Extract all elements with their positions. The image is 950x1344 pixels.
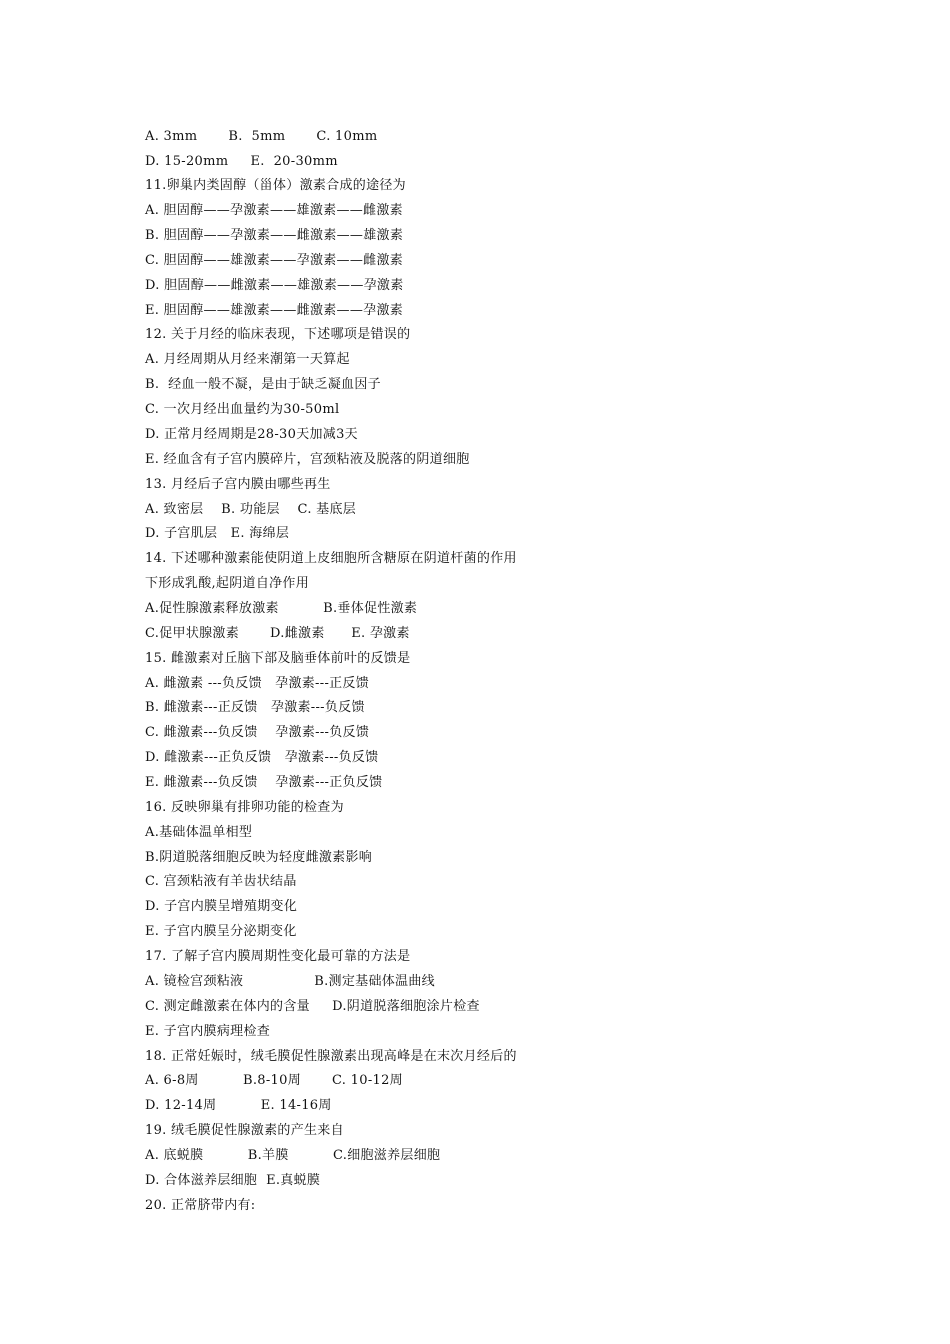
text-line: C. 胆固醇——雄激素——孕激素——雌激素 — [145, 253, 404, 268]
text-line: D. 合体滋养层细胞 E.真蜕膜 — [145, 1173, 321, 1188]
text-line: C. 一次月经出血量约为30-50ml — [145, 402, 340, 417]
text-line: A. 胆固醇——孕激素——雄激素——雌激素 — [145, 203, 403, 218]
text-line: A.促性腺激素释放激素 B.垂体促性激素 — [145, 601, 418, 616]
text-line: E. 经血含有子宫内膜碎片，宫颈粘液及脱落的阴道细胞 — [145, 452, 470, 467]
text-line: A. 雌激素 ---负反馈 孕激素---正反馈 — [145, 676, 370, 691]
text-line: A. 镜检宫颈粘液 B.测定基础体温曲线 — [145, 974, 435, 989]
text-line: C. 测定雌激素在体内的含量 D.阴道脱落细胞涂片检查 — [145, 999, 480, 1014]
text-line: C. 宫颈粘液有羊齿状结晶 — [145, 874, 297, 889]
question-16: 16. 反映卵巢有排卵功能的检查为 — [145, 800, 344, 815]
question-15: 15. 雌激素对丘脑下部及脑垂体前叶的反馈是 — [145, 651, 411, 666]
text-line: A. 3mm B. 5mm C. 10mm — [145, 129, 378, 144]
text-line: E. 子宫内膜病理检查 — [145, 1024, 271, 1039]
text-line: E. 胆固醇——雄激素——雌激素——孕激素 — [145, 303, 404, 318]
text-line: D. 子宫内膜呈增殖期变化 — [145, 899, 298, 914]
text-line: D. 正常月经周期是28-30天加减3天 — [145, 427, 358, 442]
question-13: 13. 月经后子宫内膜由哪些再生 — [145, 477, 331, 492]
question-19: 19. 绒毛膜促性腺激素的产生来自 — [145, 1123, 344, 1138]
question-17: 17. 了解子宫内膜周期性变化最可靠的方法是 — [145, 949, 411, 964]
text-line: D. 12-14周 E. 14-16周 — [145, 1098, 332, 1113]
question-14: 14. 下述哪种激素能使阴道上皮细胞所含糖原在阴道杆菌的作用 — [145, 551, 517, 566]
text-line: B.阴道脱落细胞反映为轻度雌激素影响 — [145, 850, 373, 865]
text-line: E. 子宫内膜呈分泌期变化 — [145, 924, 297, 939]
text-line: B. 胆固醇——孕激素——雌激素——雄激素 — [145, 228, 404, 243]
text-line: A.基础体温单相型 — [145, 825, 253, 840]
text-line: D. 15-20mm E. 20-30mm — [145, 154, 338, 169]
text-line: D. 胆固醇——雌激素——雄激素——孕激素 — [145, 278, 404, 293]
question-11: 11.卵巢内类固醇（甾体）激素合成的途径为 — [145, 178, 406, 193]
text-line: B. 雌激素---正反馈 孕激素---负反馈 — [145, 700, 365, 715]
text-line: A. 致密层 B. 功能层 C. 基底层 — [145, 502, 357, 517]
text-line: 下形成乳酸,起阴道自净作用 — [145, 576, 310, 591]
text-line: C.促甲状腺激素 D.雌激素 E. 孕激素 — [145, 626, 410, 641]
question-12: 12. 关于月经的临床表现，下述哪项是错误的 — [145, 327, 411, 342]
text-line: A. 底蜕膜 B.羊膜 C.细胞滋养层细胞 — [145, 1148, 441, 1163]
text-line: D. 子宫肌层 E. 海绵层 — [145, 526, 290, 541]
text-line: E. 雌激素---负反馈 孕激素---正负反馈 — [145, 775, 383, 790]
text-line: A. 月经周期从月经来潮第一天算起 — [145, 352, 350, 367]
text-line: B. 经血一般不凝，是由于缺乏凝血因子 — [145, 377, 381, 392]
question-20: 20. 正常脐带内有: — [145, 1198, 256, 1213]
text-line: A. 6-8周 B.8-10周 C. 10-12周 — [145, 1073, 403, 1088]
text-line: D. 雌激素---正负反馈 孕激素---负反馈 — [145, 750, 379, 765]
text-line: C. 雌激素---负反馈 孕激素---负反馈 — [145, 725, 370, 740]
question-18: 18. 正常妊娠时，绒毛膜促性腺激素出现高峰是在末次月经后的 — [145, 1049, 517, 1064]
